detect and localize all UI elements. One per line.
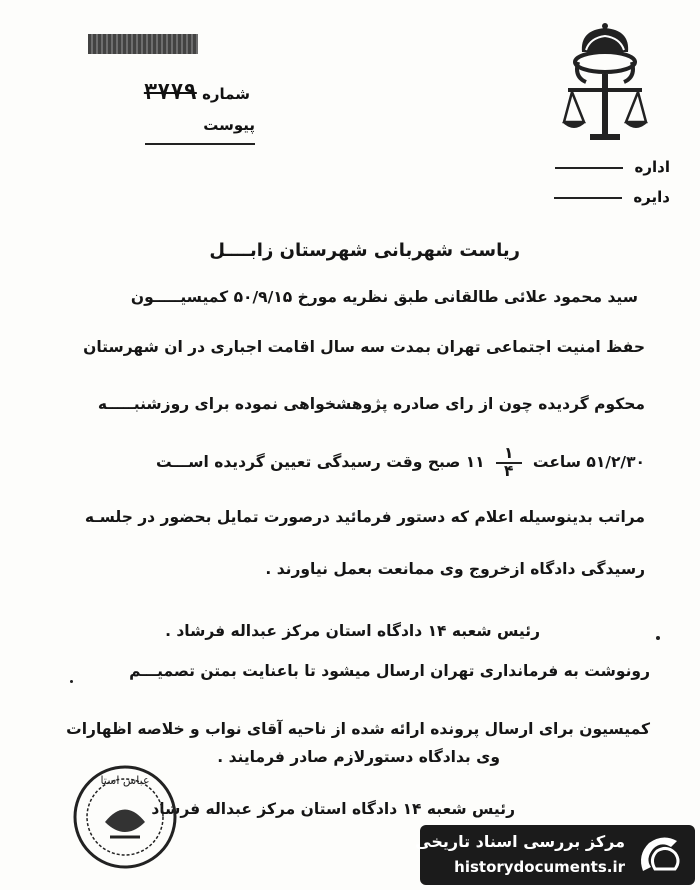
body-line-4 [156,446,645,479]
body-line-5: مراتب بدینوسیله اعلام که دستور فرمائید درصورت تمایل بحضور در جلسـه [84,508,645,526]
body-line-3: محکوم گردیده چون از رای صادره پژوهشخواهی نموده برای روزشنبـــــه [97,395,645,413]
office-line [555,167,623,169]
body-line-1: سید محمود علائی طالقانی طبق نظریه مورخ ۵۰/۹/۱۵ کمیسیـــــون [130,288,638,306]
official-seal-icon [70,762,180,872]
copy-line-2: کمیسیون برای ارسال پرونده ارائه شده از ناحیه آقای نواب و خلاصه اظهارات [66,720,650,738]
scan-speck [656,636,660,640]
scan-speck [70,680,73,683]
number-value: ۳۷۷۹ [143,80,197,105]
fraction-denominator: ۴ [504,461,514,480]
hearing-remainder: ۱۱ صبح وقت رسیدگی تعیین گردیده اســـت [155,453,485,471]
justice-emblem-icon [560,22,650,152]
attachment-field [95,116,255,152]
body-line-6: رسیدگی دادگاه ازخروج وی ممانعت بعمل نیاورند . [265,560,645,578]
copy-line-3: وی بدادگاه دستورلازم صادر فرمایند . [217,748,500,766]
department-line [554,197,622,199]
signature-line-2: رئیس شعبه ۱۴ دادگاه استان مرکز عبداله فرشاد [151,800,515,818]
hearing-hour-fraction [496,446,521,479]
letter-title: ریاست شهربانی شهرستان زابــــل [209,240,520,261]
department-field [545,188,670,206]
copy-line-1: رونوشت به فرمانداری تهران ارسال میشود تا باعنایت بمتن تصمیـــم [129,662,650,680]
fraction-numerator: ۱ [496,446,521,464]
department-label: دایره [633,188,670,206]
letter-number-field [90,80,250,104]
watermark-url: historydocuments.ir [454,858,625,876]
archive-watermark [415,825,695,885]
body-line-2: حفظ امنیت اجتماعی تهران بمدت سه سال اقامت اجباری در ان شهرستان [83,338,645,356]
seal-label: عباس استا [100,774,150,787]
header-stamp [88,34,198,54]
signature-line-1: رئیس شعبه ۱۴ دادگاه استان مرکز عبداله فرشاد . [165,622,540,640]
archive-logo-icon [635,831,687,879]
hearing-date-time: ۵۱/۲/۳۰ ساعت [532,453,645,471]
attachment-line [145,143,255,145]
office-field [545,158,670,176]
number-label: شماره [202,85,250,103]
office-label: اداره [634,158,670,176]
watermark-title: مرکز بررسی اسناد تاریخی [415,832,625,851]
attachment-label: پیوست [203,116,255,134]
